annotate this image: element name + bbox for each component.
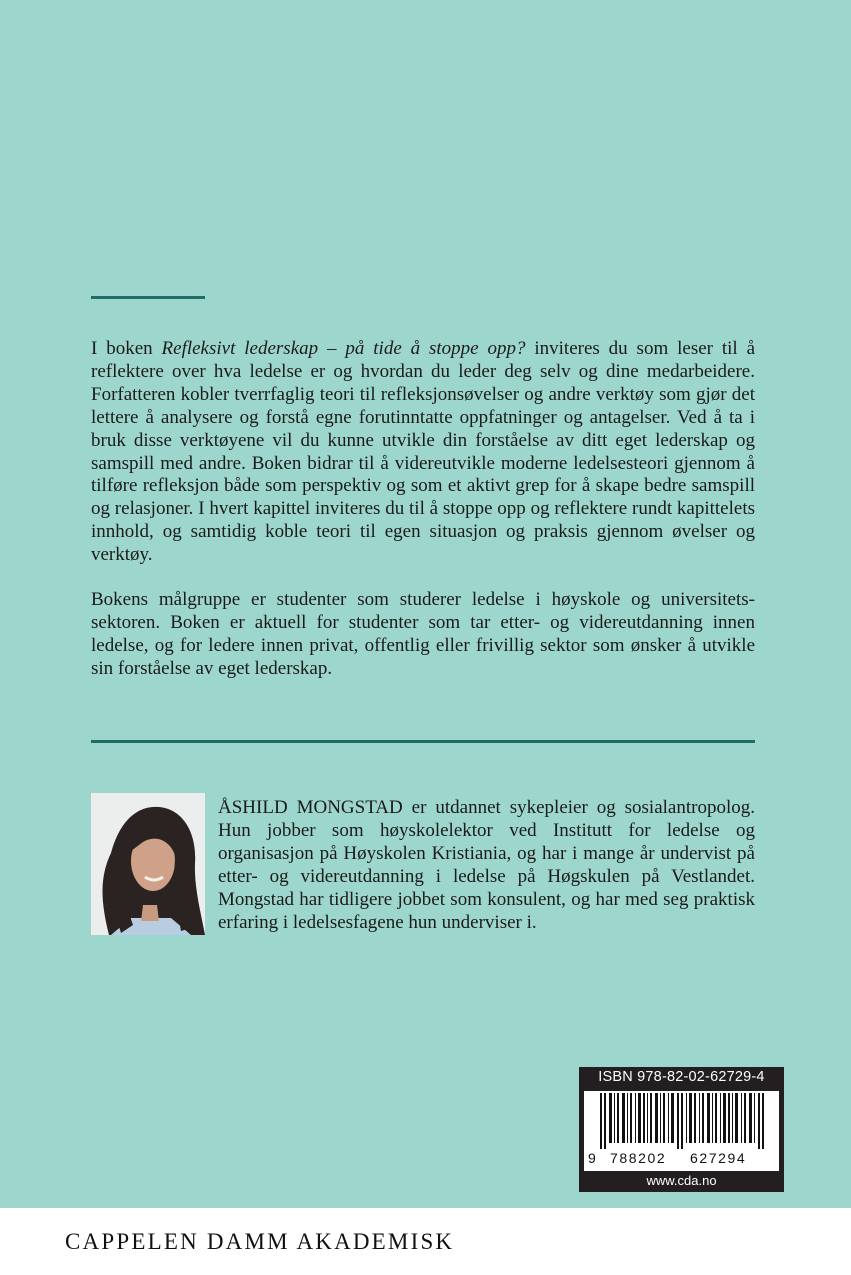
isbn-number: ISBN 978-82-02-62729-4 [598, 1069, 765, 1085]
isbn-barcode-block [579, 1067, 784, 1192]
publisher-website: www.cda.no [646, 1173, 717, 1188]
book-title-italic: Refleksivt lederskap – på tide å stoppe opp? [161, 338, 526, 359]
barcode-bars [584, 1091, 779, 1149]
publisher-logo-text: CAPPELEN DAMM AKADEMISK [65, 1229, 455, 1254]
barcode-digit-group-1: 788202 [610, 1150, 667, 1166]
description-lead-text: I boken [91, 338, 162, 359]
description-paragraph-2: Bokens målgruppe er studenter som studerer ledelse i høyskole og universitetssektoren. Boken er aktuell for studenter som tar etter- og videreutdanning innen ledelse, og for ledere innen privat, offentlig eller frivillig sektor som ønsker å utvikle sin forståelse av eget lederskap. [91, 589, 755, 679]
author-photo [91, 793, 205, 935]
author-portrait-illustration [91, 793, 205, 935]
author-biography: ÅSHILD MONGSTAD er utdannet sykepleier og sosialantropolog. Hun jobber som høyskolelektor ved Institutt for ledelse og organisasjon på Høyskolen Kristiania, og har i mange år undervist på etter- og videreutdanning i ledelse på Høgskulen på Vestlandet. Mongstad har tidligere jobbet som konsulent, og har med seg praktisk erfaring i ledelsesfagene hun underviser i. [218, 797, 755, 933]
top-divider [91, 296, 205, 299]
barcode-digit-group-2: 627294 [690, 1150, 747, 1166]
book-description [91, 338, 755, 681]
publisher-footer [0, 1208, 851, 1275]
barcode-lead-digit: 9 [588, 1150, 596, 1166]
barcode [584, 1091, 779, 1171]
description-paragraph-1 [91, 338, 755, 567]
description-body-text: inviteres du som leser til å reflektere over hva ledelse er og hvordan du leder deg selv og dine medarbeidere. Forfatteren kobler tverrfaglig teori til refleksjonsøvelser og andre verktøy som gjør det lettere å analysere og forstå egne forutinntatte oppfatninger og antagelser. Ved å ta i bruk disse verktøyene vil du kunne utvikle din forståelse av ditt eget lederskap og samspill med andre. Boken bidrar til å videreutvikle moderne ledelsesteori gjennom å tilføre refleksjon både som perspektiv og som et aktivt grep for å skape bedre samspill og relasjoner. I hvert kapittel inviteres du til å stoppe opp og reflektere rundt kapittelets innhold, og samtidig koble teori til egen situasjon og praksis gjennom øvelser og verktøy. [91, 338, 756, 566]
middle-divider [91, 740, 755, 743]
